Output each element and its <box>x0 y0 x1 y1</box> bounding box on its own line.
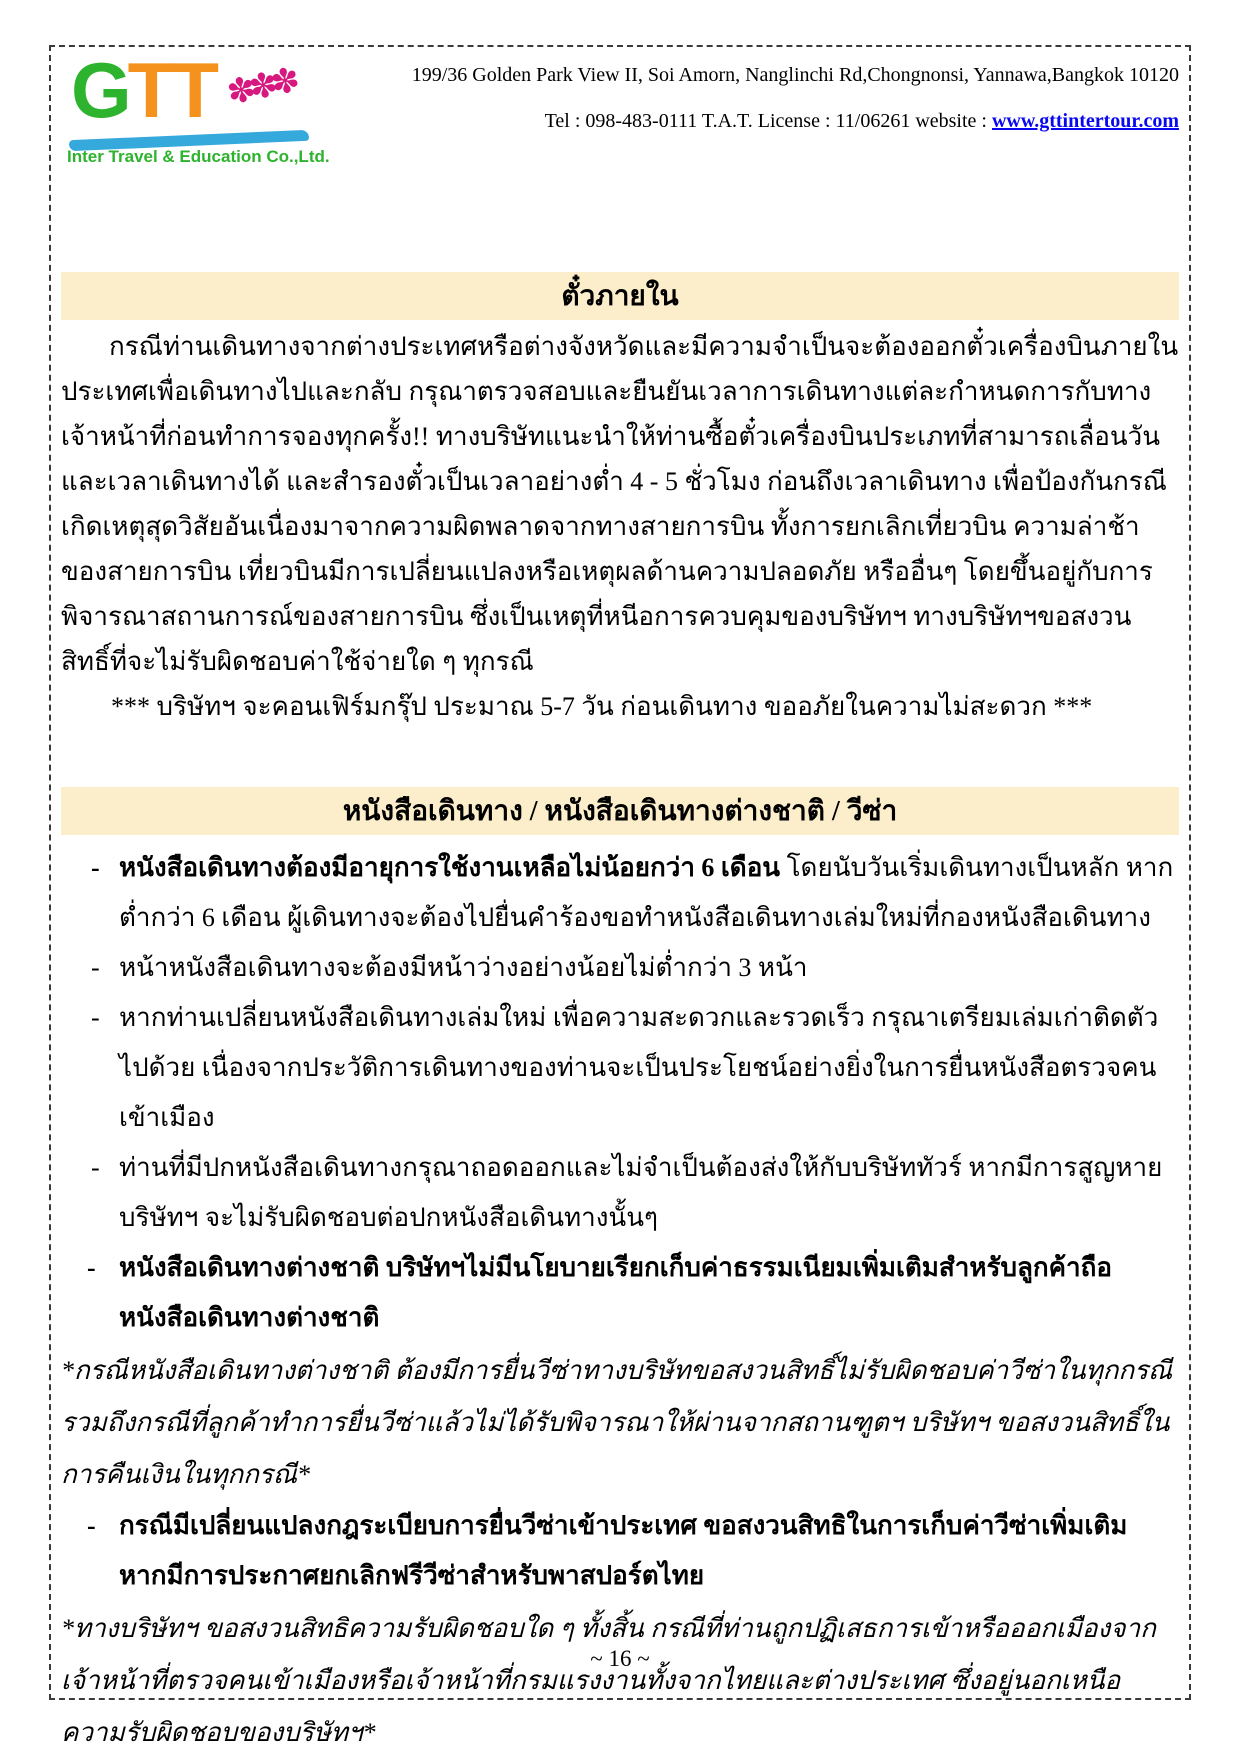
company-logo <box>67 46 332 167</box>
bullet-dash: - <box>87 1511 96 1540</box>
company-address: 199/36 Golden Park View II, Soi Amorn, Nanglinchi Rd,Chongnonsi, Yannawa,Bangkok 10120 <box>411 64 1179 86</box>
flower-cluster-icon: ✽✽✽ <box>223 62 298 113</box>
contact-line <box>332 109 1179 133</box>
list-item <box>87 1243 1179 1343</box>
list-item <box>91 993 1179 1143</box>
domestic-ticket-paragraph: กรณีท่านเดินทางจากต่างประเทศหรือต่างจังหวัดและมีความจำเป็นจะต้องออกตั๋วเครื่องบินภายในประเทศเพื่อเดินทางไปและกลับ กรุณาตรวจสอบและยืนยันเวลาการเดินทางแต่ละกำหนดการกับทางเจ้าหน้าที่ก่อนทำการจองทุกครั้ง!! ทางบริษัทแนะนำให้ท่านซื้อตั๋วเครื่องบินประเภทที่สามารถเลื่อนวันและเวลาเดินทางได้ และสำรองตั๋วเป็นเวลาอย่างต่ำ 4 - 5 ชั่วโมง ก่อนถึงเวลาเดินทาง เพื่อป้องกันกรณีเกิดเหตุสุดวิสัยอันเนื่องมาจากความผิดพลาดจากทางสายการบิน ทั้งการยกเลิกเที่ยวบิน ความล่าช้าของสายการบิน เที่ยวบินมีการเปลี่ยนแปลงหรือเหตุผลด้านความปลอดภัย หรืออื่นๆ โดยขึ้นอยู่กับการพิจารณาสถานการณ์ของสายการบิน ซึ่งเป็นเหตุที่หนีอการควบคุมของบริษัทฯ ทางบริษัทฯขอสงวนสิทธิ์ที่จะไม่รับผิดชอบค่าใช้จ่ายใด ๆ ทุกรณี <box>61 332 1179 676</box>
logo-letters-tt: TT <box>127 46 215 134</box>
list-item <box>87 1501 1179 1601</box>
logo-wordmark <box>71 46 215 134</box>
list-item-text: หน้าหนังสือเดินทางจะต้องมีหน้าว่างอย่างน้อยไม่ต่ำกว่า 3 หน้า <box>119 953 808 982</box>
list-item-text: หนังสือเดินทางต้องมีอายุการใช้งานเหลือไม่น้อยกว่า 6 เดือน โดยนับวันเริ่มเดินทางเป็นหลัก หากต่ำกว่า 6 เดือน ผู้เดินทางจะต้องไปยื่นคำร้องขอทำหนังสือเดินทางเล่มใหม่ที่กองหนังสือเดินทาง <box>119 853 1174 932</box>
list-item <box>91 1143 1179 1243</box>
foreign-passport-note: *กรณีหนังสือเดินทางต่างชาติ ต้องมีการยื่นวีซ่าทางบริษัทขอสงวนสิทธิ์ไม่รับผิดชอบค่าวีซ่าในทุกกรณี รวมถึงกรณีที่ลูกค้าทำการยื่นวีซ่าแล้วไม่ได้รับพิจารณาให้ผ่านจากสถานฑูตฯ บริษัทฯ ขอสงวนสิทธิ์ในการคืนเงินในทุกกรณี* <box>61 1356 1173 1489</box>
section-title-domestic-ticket: ตั๋วภายใน <box>561 281 679 312</box>
list-item-text: หนังสือเดินทางต่างชาติ บริษัทฯไม่มีนโยบายเรียกเก็บค่าธรรมเนียมเพิ่มเติมสำหรับลูกค้าถือหนังสือเดินทางต่างชาติ <box>119 1253 1112 1332</box>
list-item <box>91 843 1179 943</box>
bullet-dash: - <box>91 953 100 982</box>
page-content <box>51 46 1189 1747</box>
bullet-dash: - <box>87 1253 96 1282</box>
logo-letter-g: G <box>71 46 128 134</box>
bullet-dash: - <box>91 853 100 882</box>
page-number: ~ 16 ~ <box>590 1646 650 1671</box>
document-page <box>49 45 1191 1747</box>
website-link[interactable]: www.gttintertour.com <box>991 110 1179 132</box>
list-item-text: หากท่านเปลี่ยนหนังสือเดินทางเล่มใหม่ เพื่อความสะดวกและรวดเร็ว กรุณาเตรียมเล่มเก่าติดตัวไปด้วย เนื่องจากประวัติการเดินทางของท่านจะเป็นประโยชน์อย่างยิ่งในการยื่นหนังสือตรวจคนเข้าเมือง <box>119 1003 1159 1132</box>
section-header-domestic-ticket <box>61 272 1179 320</box>
list-item-text: ท่านที่มีปกหนังสือเดินทางกรุณาถอดออกและไม่จำเป็นต้องส่งให้กับบริษัททัวร์ หากมีการสูญหายบริษัทฯ จะไม่รับผิดชอบต่อปกหนังสือเดินทางนั้นๆ <box>119 1153 1163 1232</box>
tel-license-text: Tel : 098-483-0111 T.A.T. License : 11/06261 website : <box>544 110 992 132</box>
passport-visa-list <box>61 843 1179 1759</box>
section-title-passport-visa: หนังสือเดินทาง / หนังสือเดินทางต่างชาติ / วีซ่า <box>342 796 898 827</box>
immigration-disclaimer-note: *ทางบริษัทฯ ขอสงวนสิทธิความรับผิดชอบใด ๆ ทั้งสิ้น กรณีที่ท่านถูกปฏิเสธการเข้าหรือออกเมืองจากเจ้าหน้าที่ตรวจคนเข้าเมืองหรือเจ้าหน้าที่กรมแรงงานทั้งจากไทยและต่างประเทศ ซึ่งอยู่นอกเหนือความรับผิดชอบของบริษัทฯ* <box>61 1614 1156 1747</box>
list-item-text: กรณีมีเปลี่ยนแปลงกฎระเบียบการยื่นวีซ่าเข้าประเทศ ขอสงวนสิทธิในการเก็บค่าวีซ่าเพิ่มเติม หากมีการประกาศยกเลิกฟรีวีซ่าสำหรับพาสปอร์ตไทย <box>119 1511 1128 1590</box>
group-confirm-note: *** บริษัทฯ จะคอนเฟิร์มกรุ๊ป ประมาณ 5-7 วัน ก่อนเดินทาง ขออภัยในความไม่สะดวก *** <box>111 692 1093 721</box>
logo-tagline: Inter Travel & Education Co.,Ltd. <box>67 147 330 166</box>
bullet-dash: - <box>91 1003 100 1032</box>
bullet-dash: - <box>91 1153 100 1182</box>
header-contact-block <box>332 55 1179 133</box>
section-header-passport-visa <box>61 787 1179 835</box>
list-item <box>91 943 1179 993</box>
document-header <box>61 46 1179 177</box>
